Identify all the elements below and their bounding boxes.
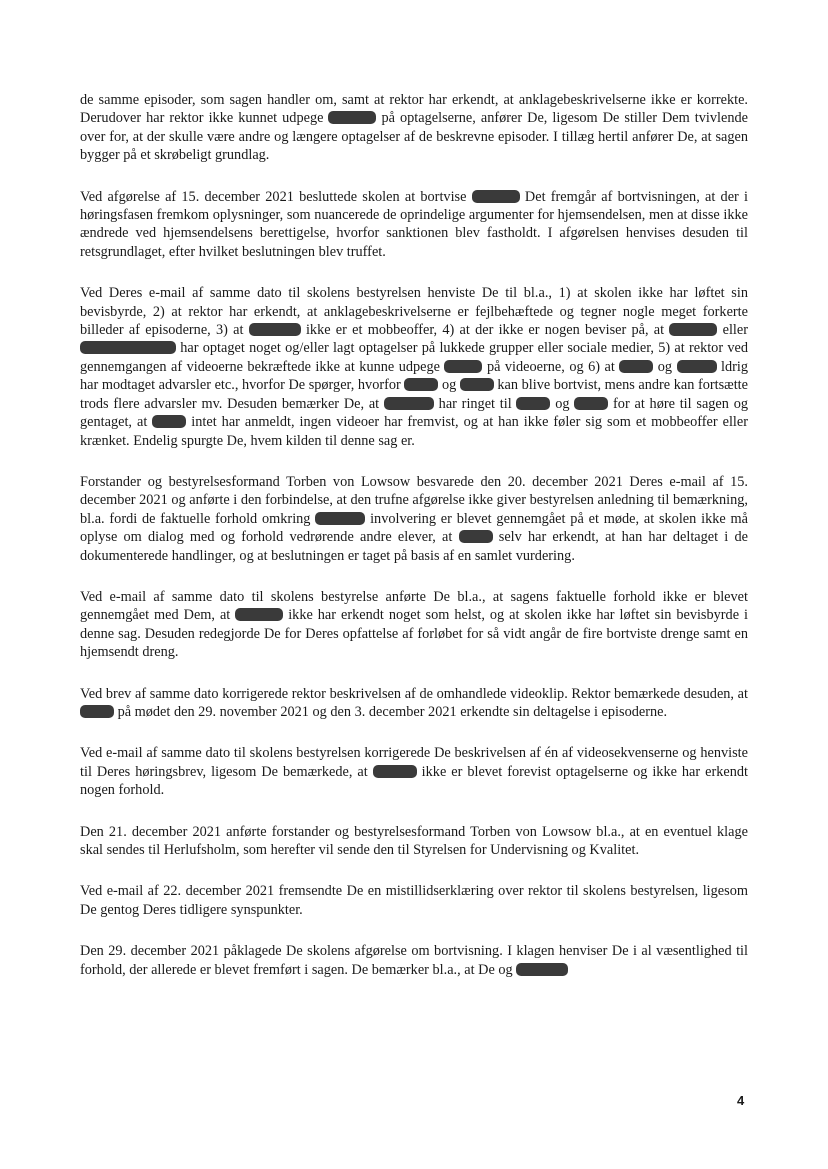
paragraph <box>80 882 748 919</box>
redaction-mark <box>80 341 176 354</box>
redaction-mark <box>619 360 653 373</box>
text-segment: ldrig har modtaget advarsler etc., hvorfor De spørger, hvorfor <box>80 358 748 394</box>
redaction-mark <box>80 705 114 718</box>
text-segment: for at høre til sagen og gentaget, at <box>80 395 748 431</box>
text-segment: de samme episoder, som sagen handler om, samt at rektor har erkendt, at anklagebeskrivelserne ikke er korrekte. Derudover har rektor ikke kunnet udpege <box>80 92 748 127</box>
text-segment: på mødet den 29. november 2021 og den 3. december 2021 erkendte sin deltagelse i episoderne. <box>114 703 668 720</box>
text-segment: og <box>653 358 677 375</box>
text-segment: Den 29. december 2021 påklagede De skolens afgørelse om bortvisning. I klagen henviser De i al væsentlighed til forhold, der allerede er blevet fremført i sagen. De bemærker bl.a., at De og <box>80 943 748 978</box>
text-segment: involvering er blevet gennemgået på et møde, at skolen ikke må oplyse om dialog med og forhold vedrørende andre elever, at <box>80 510 748 546</box>
text-segment: ikke er et mobbeoffer, 4) at der ikke er nogen beviser på, at <box>300 322 670 339</box>
text-segment: og <box>438 377 460 394</box>
text-segment: Ved Deres e-mail af samme dato til skolens bestyrelsen henviste De til bl.a., 1) at skolen ikke har løftet sin bevisbyrde, 2) at rektor har erkendt, at anklagebeskrivelserne er fejlbehæftede og tegner nogle meget forkerte billeder af episoderne, 3) at <box>80 285 748 339</box>
text-segment: har optaget noget og/eller lagt optagelser på lukkede grupper eller sociale medier, 5) at rektor ved gennemgangen af videoerne bekræftede ikke at kunne udpege <box>80 340 748 375</box>
text-segment: Ved e-mail af samme dato til skolens bestyrelse anførte De bl.a., at sagens faktuelle forhold ikke er blevet gennemgået med Dem, at <box>80 588 748 624</box>
text-segment: kan blive bortvist, mens andre kan fortsætte trods flere advarsler mv. Desuden bemærker De, at <box>80 377 748 412</box>
redaction-mark <box>472 190 520 203</box>
redaction-mark <box>404 378 438 391</box>
text-segment: intet har anmeldt, ingen videoer har fremvist, og at han ikke føler sig som et mobbeoffer eller krænket. Endelig spurgte De, hvem kilden til denne sag er. <box>80 414 748 449</box>
text-segment: Forstander og bestyrelsesformand Torben von Lowsow besvarede den 20. december 2021 Deres e-mail af 15. december 2021 og anførte i den forbindelse, at den trufne afgørelse ikke giver bestyrelsen anledning til bemærkning, bl.a. fordi de faktuelle forhold omkring <box>80 473 748 527</box>
paragraph <box>80 188 748 262</box>
redaction-mark <box>152 415 186 428</box>
text-segment: har ringet til <box>433 395 517 412</box>
text-segment: og <box>550 395 575 412</box>
redaction-mark <box>677 360 717 373</box>
redaction-mark <box>516 963 568 976</box>
text-segment: Det fremgår af bortvisningen, at der i høringsfasen fremkom oplysninger, som nuancerede de oprindelige argumenter for hjemsendelsen, men at disse ikke ændrede ved hjemsendelsens berettigelse, hvorfor sanktionen blev fastholdt. I afgørelsen henvises desuden til retsgrundlaget, efter hvilket beslutningen blev truffet. <box>80 188 748 260</box>
paragraph <box>80 588 748 662</box>
redaction-mark <box>669 323 717 336</box>
paragraph <box>80 942 748 979</box>
paragraph <box>80 823 748 860</box>
page-number: 4 <box>737 1093 745 1108</box>
redaction-mark <box>574 397 608 410</box>
text-segment: på videoerne, og 6) at <box>482 358 620 375</box>
paragraph <box>80 685 748 722</box>
paragraph <box>80 284 748 450</box>
redaction-mark <box>384 397 434 410</box>
text-segment: eller <box>717 322 748 339</box>
text-segment: Ved brev af samme dato korrigerede rektor beskrivelsen af de omhandlede videoklip. Rektor bemærkede desuden, at <box>80 685 748 702</box>
redaction-mark <box>373 765 417 778</box>
paragraph <box>80 91 748 165</box>
letter-body <box>80 91 748 1002</box>
redaction-mark <box>249 323 301 336</box>
redaction-mark <box>235 608 283 621</box>
redaction-mark <box>459 530 493 543</box>
text-segment: Ved afgørelse af 15. december 2021 besluttede skolen at bortvise <box>80 188 472 205</box>
redaction-mark <box>328 111 376 124</box>
redaction-mark <box>315 512 365 525</box>
text-segment: ikke er blevet forevist optagelserne og ikke har erkendt nogen forhold. <box>80 763 749 799</box>
text-segment: selv har erkendt, at han har deltaget i de dokumenterede handlinger, og at beslutningen er taget på basis af en samlet vurdering. <box>80 529 748 564</box>
text-segment: Ved e-mail af samme dato til skolens bestyrelsen korrigerede De beskrivelsen af én af videosekvenserne og henviste til Deres høringsbrev, ligesom De bemærkede, at <box>80 745 748 780</box>
redaction-mark <box>460 378 494 391</box>
redaction-mark <box>444 360 482 373</box>
paragraph <box>80 744 748 799</box>
text-segment: på optagelserne, anfører De, ligesom De stiller Dem tvivlende over for, at der skulle være andre og længere optagelser af de beskrevne episoder. I tillæg hertil anfører De, at sagen bygger på et skrøbeligt grundlag. <box>80 110 748 164</box>
redaction-mark <box>516 397 550 410</box>
text-segment: Den 21. december 2021 anførte forstander og bestyrelsesformand Torben von Lowsow bl.a., at en eventuel klage skal sendes til Herlufsholm, som herefter vil sende den til Styrelsen for Undervisning og Kvalitet. <box>80 823 748 858</box>
paragraph <box>80 473 748 565</box>
text-segment: ikke har erkendt noget som helst, og at skolen ikke har løftet sin bevisbyrde i denne sag. Desuden redegjorde De for Deres opfattelse af forløbet for så vidt angår de fire bortviste drenge samt en hjemsendt dreng. <box>80 607 748 661</box>
text-segment: Ved e-mail af 22. december 2021 fremsendte De en mistillidserklæring over rektor til skolens bestyrelsen, ligesom De gentog Deres tidligere synspunkter. <box>80 883 748 918</box>
